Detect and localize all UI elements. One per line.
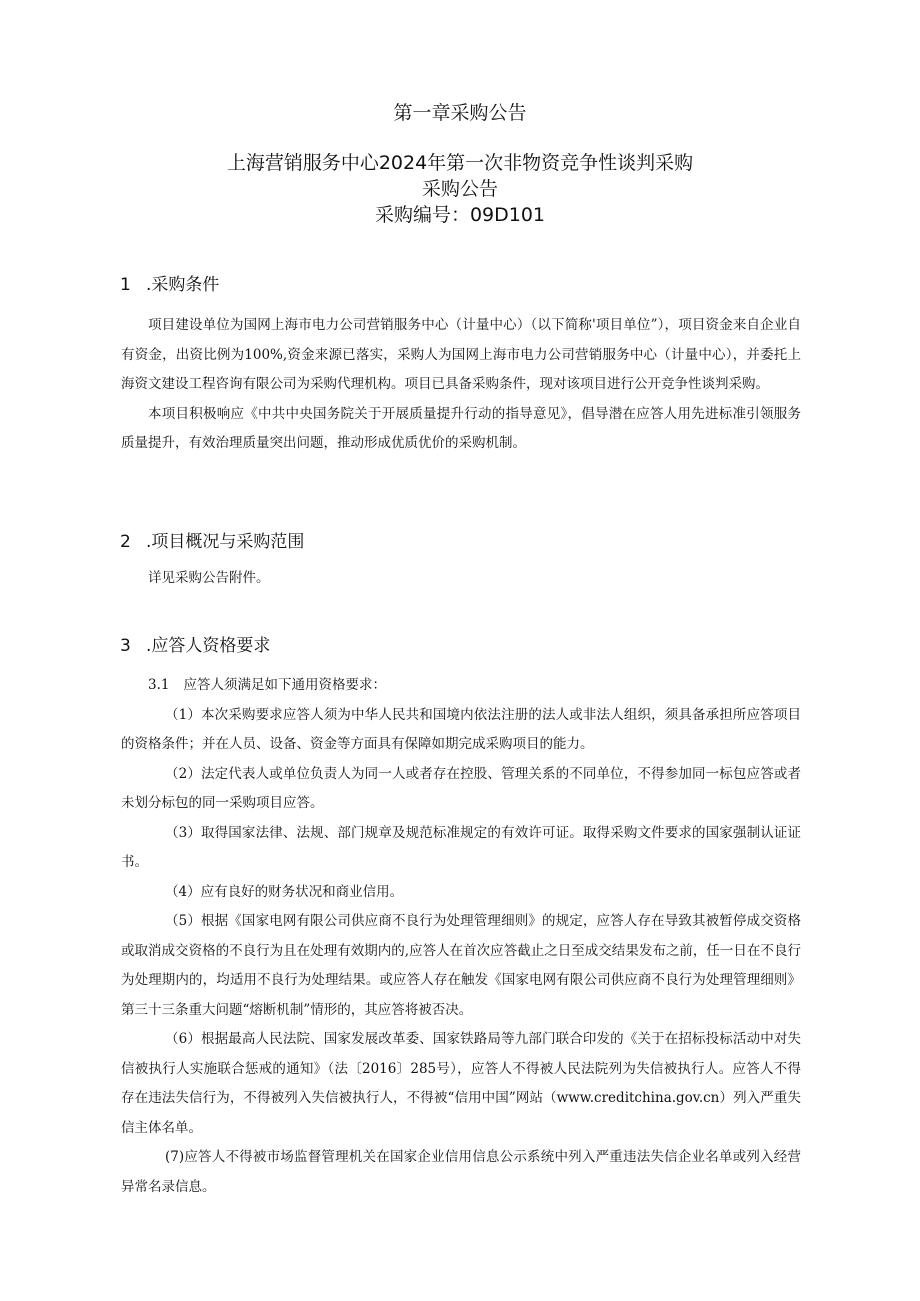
section-title: .应答人资格要求 bbox=[146, 636, 271, 656]
requirement-item: （4）应有良好的财务状况和商业信用。 bbox=[165, 883, 404, 900]
paragraph: 项目建设单位为国网上海市电力公司营销服务中心（计量中心）（以下简称'项目单位”），项目资金来自企业自有资金，出资比例为100%,资金来源已落实，采购人为国网上海市电力公司营销服务中心（计量中心），并委托上海资文建设工程咨询有限公司为采购代理机构。项目已具备采购条件，现对该项目进行公开竞争性谈判采购。 bbox=[121, 317, 801, 392]
chapter-title: 第一章采购公告 bbox=[393, 102, 527, 124]
section-2-heading bbox=[120, 527, 304, 552]
section-number: 1 bbox=[120, 275, 131, 295]
subsection-3-1 bbox=[121, 671, 801, 701]
announcement-subtitle: 采购公告 bbox=[421, 178, 498, 200]
section-1-heading bbox=[120, 270, 219, 295]
section-title: .项目概况与采购范围 bbox=[146, 532, 305, 552]
requirement-item: （1）本次采购要求应答人须为中华人民共和国境内依法注册的法人或非法人组织，须具备承担所应答项目的资格条件；并在人员、设备、资金等方面具有保障如期完成采购项目的能力。 bbox=[121, 706, 801, 752]
section-number: 2 bbox=[120, 532, 131, 552]
subsection-text: 应答人须满足如下通用资格要求： bbox=[183, 677, 386, 693]
section-number: 3 bbox=[120, 636, 131, 656]
section-3-heading bbox=[120, 631, 270, 656]
subsection-number: 3.1 bbox=[148, 677, 170, 693]
section-3-body bbox=[121, 671, 801, 1202]
procurement-number: 采购编号：09D101 bbox=[374, 204, 546, 226]
requirement-item: （3）取得国家法律、法规、部门规章及规范标准规定的有效许可证。取得采购文件要求的国家强制认证证书。 bbox=[121, 824, 801, 870]
requirement-item: （5）根据《国家电网有限公司供应商不良行为处理管理细则》的规定，应答人存在导致其被暂停成交资格或取消成交资格的不良行为且在处理有效期内的,应答人在首次应答截止之日至成交结果发布之前，任一日在不良行为处理期内的，均适用不良行为处理结果。或应答人存在触发《国家电网有限公司供应商不良行为处理管理细则》第三十三条重大问题“熔断机制”情形的，其应答将被否决。 bbox=[121, 913, 801, 1018]
section-1-body bbox=[121, 311, 801, 459]
announcement-title: 上海营销服务中心2024年第一次非物资竞争性谈判采购 bbox=[226, 152, 694, 174]
section-title: .采购条件 bbox=[146, 275, 220, 295]
paragraph: 详见采购公告附件。 bbox=[148, 570, 270, 586]
announcement-title-block bbox=[0, 150, 920, 228]
section-2-body bbox=[121, 564, 801, 594]
paragraph: 本项目积极响应《中共中央国务院关于开展质量提升行动的指导意见》，倡导潜在应答人用先进标准引领服务质量提升，有效治理质量突出问题，推动形成优质优价的采购机制。 bbox=[121, 405, 801, 451]
requirement-item: （6）根据最高人民法院、国家发展改革委、国家铁路局等九部门联合印发的《关于在招标投标活动中对失信被执行人实施联合惩戒的通知》（法〔2016〕285号），应答人不得被人民法院列为失信被执行人。应答人不得存在违法失信行为，不得被列入失信被执行人，不得被“信用中国”网站（www.creditchina.gov.cn）列入严重失信主体名单。 bbox=[121, 1031, 801, 1136]
requirement-item: (7)应答人不得被市场监督管理机关在国家企业信用信息公示系统中列入严重违法失信企业名单或列入经营异常名录信息。 bbox=[121, 1149, 801, 1195]
requirement-item: （2）法定代表人或单位负责人为同一人或者存在控股、管理关系的不同单位，不得参加同一标包应答或者未划分标包的同一采购项目应答。 bbox=[121, 765, 801, 811]
